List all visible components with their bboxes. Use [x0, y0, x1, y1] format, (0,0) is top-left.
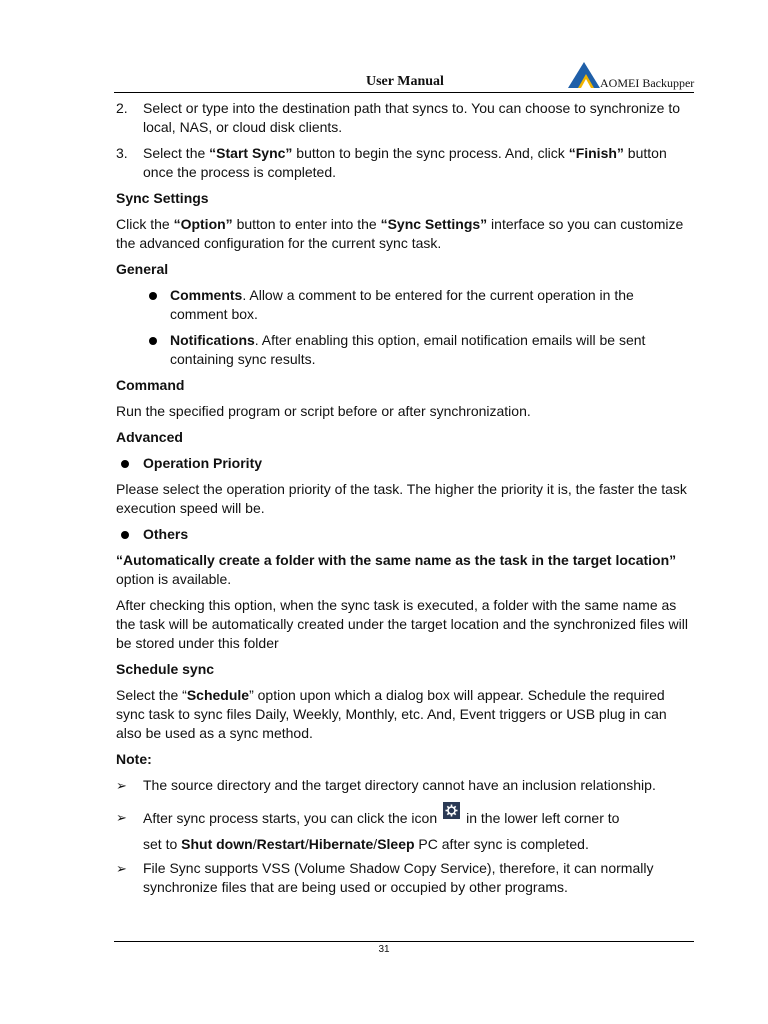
slash: /	[373, 836, 378, 852]
list-item	[116, 286, 692, 324]
step-3	[116, 144, 692, 182]
slash: /	[252, 836, 257, 852]
text-run: option is available.	[116, 571, 232, 587]
sync-settings-label: “Sync Settings”	[380, 216, 488, 232]
command-paragraph: Run the specified program or script before or after synchronization.	[116, 403, 531, 419]
schedule-label: Schedule	[186, 687, 250, 703]
bullet-icon	[149, 337, 157, 345]
note-item	[116, 805, 692, 857]
finish-label: “Finish”	[568, 145, 624, 161]
header-title: User Manual	[366, 74, 444, 89]
sync-settings-paragraph	[116, 215, 692, 253]
bullet-icon	[149, 292, 157, 300]
aomei-logo	[566, 60, 694, 90]
notifications-label: Notifications	[170, 332, 255, 348]
advanced-heading: Advanced	[116, 429, 183, 445]
step-text: button once the process is completed.	[143, 145, 667, 180]
logo-triangle-icon	[566, 60, 602, 90]
text-run: interface so you can customize the advanced configuration for the current sync task.	[116, 216, 684, 251]
step-number: 2.	[116, 100, 128, 116]
general-heading: General	[116, 261, 169, 277]
text-run: ” option upon which a dialog box will appear. Schedule the required sync task to sync files Daily, Weekly, Monthly, etc. And, Event triggers or USB plug in can also be used as a sync method.	[116, 687, 667, 741]
list-item-text: . After enabling this option, email notification emails will be sent containing sync results.	[170, 332, 646, 367]
note-text: After sync process starts, you can click the icon	[143, 810, 438, 826]
operation-priority-label: Operation Priority	[143, 455, 263, 471]
shutdown-label: Shut down	[181, 836, 253, 852]
text-run: Select the “	[116, 687, 187, 703]
list-item-text: . Allow a comment to be entered for the current operation in the comment box.	[170, 287, 634, 322]
step-text: Select or type into the destination path that syncs to. You can choose to synchronize to local, NAS, or cloud disk clients.	[143, 100, 681, 135]
start-sync-label: “Start Sync”	[209, 145, 293, 161]
logo-text: AOMEI Backupper	[600, 76, 695, 90]
command-heading: Command	[116, 377, 185, 393]
option-label: “Option”	[173, 216, 233, 232]
step-text: Select the	[143, 145, 210, 161]
note-heading: Note:	[116, 751, 152, 767]
hibernate-label: Hibernate	[308, 836, 374, 852]
page-content	[116, 99, 692, 904]
page-header	[114, 60, 694, 93]
step-2	[116, 99, 692, 137]
list-item	[116, 331, 692, 369]
footer-divider	[114, 941, 694, 942]
comments-label: Comments	[170, 287, 243, 303]
page-number: 31	[378, 944, 390, 955]
auto-folder-option: “Automatically create a folder with the same name as the task in the target location”	[116, 552, 677, 568]
others-paragraph: After checking this option, when the sync task is executed, a folder with the same name as the task will be automatically created under the target location and the synchronized files will be stored under this folder	[116, 597, 688, 651]
others-label: Others	[143, 526, 189, 542]
arrow-bullet-icon: ➢	[116, 810, 127, 825]
step-text: button to begin the sync process. And, click	[292, 145, 569, 161]
schedule-paragraph	[116, 686, 692, 743]
sleep-label: Sleep	[377, 836, 415, 852]
list-item	[116, 454, 692, 473]
slash: /	[304, 836, 309, 852]
settings-gear-icon	[443, 802, 460, 819]
priority-paragraph: Please select the operation priority of the task. The higher the priority it is, the faster the task execution speed will be.	[116, 481, 687, 516]
arrow-bullet-icon: ➢	[116, 778, 127, 793]
note-text: File Sync supports VSS (Volume Shadow Copy Service), therefore, it can normally synchronize files that are being used or occupied by other programs.	[143, 860, 654, 895]
note-text: The source directory and the target directory cannot have an inclusion relationship.	[143, 777, 656, 793]
bullet-icon	[121, 531, 129, 539]
note-text: set to	[143, 836, 182, 852]
schedule-heading: Schedule sync	[116, 661, 215, 677]
sync-settings-heading: Sync Settings	[116, 190, 209, 206]
others-option-paragraph	[116, 551, 692, 589]
note-text: PC after sync is completed.	[414, 836, 589, 852]
bullet-icon	[121, 460, 129, 468]
list-item	[116, 525, 692, 544]
text-run: Click the	[116, 216, 174, 232]
arrow-bullet-icon: ➢	[116, 861, 127, 876]
note-text: in the lower left corner to	[466, 810, 620, 826]
step-number: 3.	[116, 145, 128, 161]
note-item	[116, 776, 692, 795]
restart-label: Restart	[256, 836, 305, 852]
note-item	[116, 859, 692, 897]
text-run: button to enter into the	[232, 216, 381, 232]
